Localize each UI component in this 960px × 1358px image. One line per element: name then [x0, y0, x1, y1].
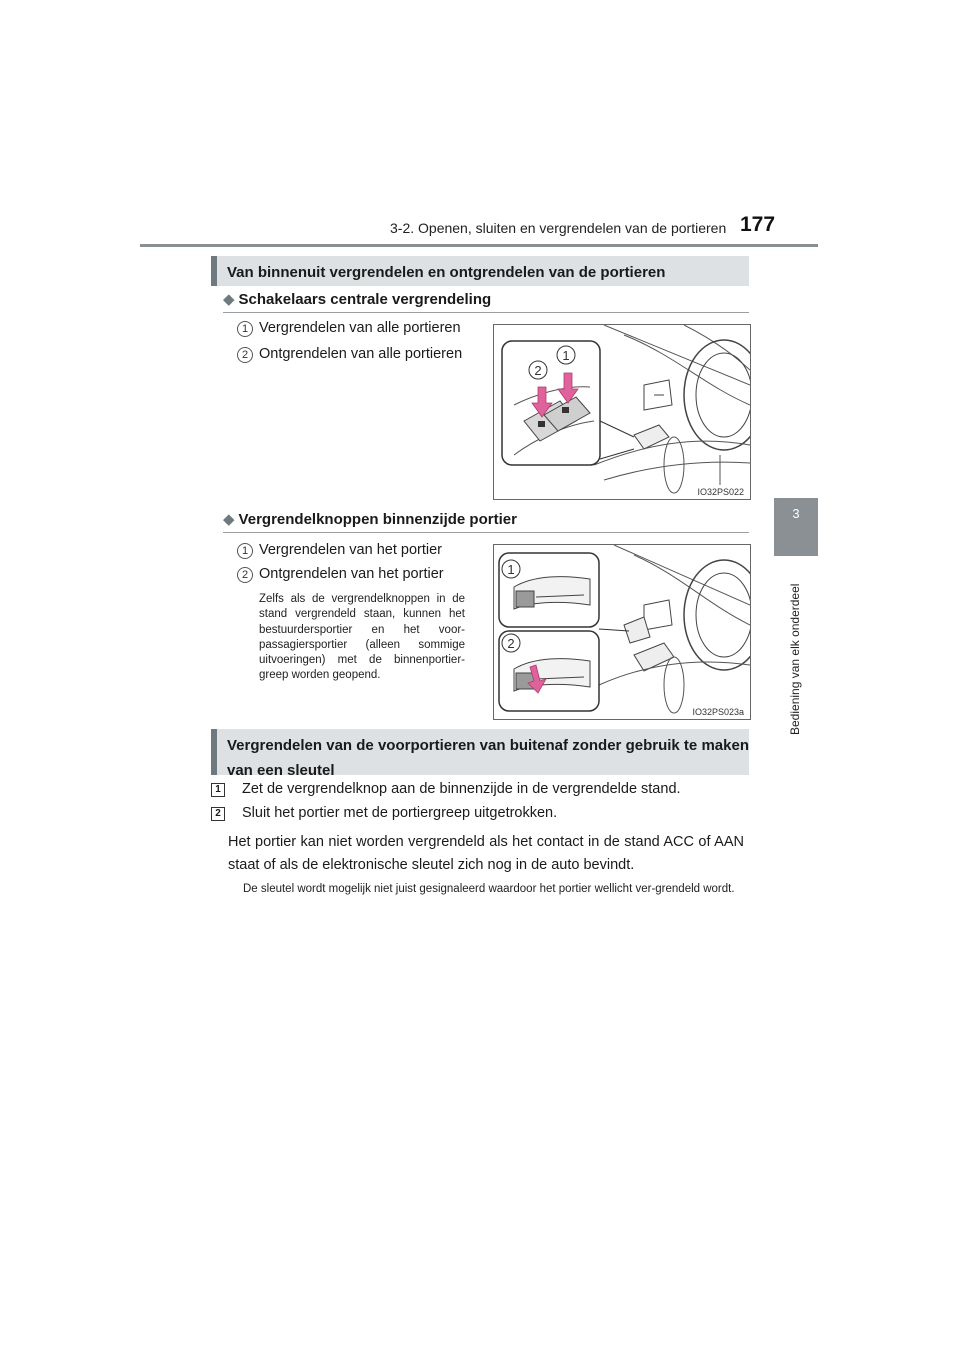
body-paragraph: Het portier kan niet worden vergrendeld als het contact in de stand ACC of AAN staat of als de elektronische sleutel zich nog in de auto bevindt. — [228, 834, 744, 873]
section-banner-outside-locking: Vergrendelen van de voorportieren van buitenaf zonder gebruik te maken van een sleutel — [211, 729, 749, 775]
chapter-side-label — [784, 565, 808, 735]
diamond-icon: ◆ — [223, 291, 235, 308]
step-text: Sluit het portier met de portiergreep uitgetrokken. — [242, 805, 558, 821]
section-banner-inside-locking: Van binnenuit vergrendelen en ontgrendelen van de portieren — [211, 256, 749, 286]
figure-label: 1 — [507, 562, 515, 577]
subheading-central-lock-switches: ◆ Schakelaars centrale vergrendeling — [223, 291, 492, 308]
page-number: 177 — [740, 213, 776, 236]
running-header: 3-2. Openen, sluiten en vergrendelen van de portieren — [390, 220, 727, 236]
figure-central-lock-switches — [493, 324, 751, 500]
figure-label: 2 — [534, 363, 542, 378]
figure-code: IO32PS023a — [692, 707, 744, 717]
item-number: 2 — [237, 567, 253, 583]
item-text: Ontgrendelen van alle portieren — [259, 346, 463, 362]
figure-illustration — [494, 545, 750, 719]
figure-label: 2 — [507, 636, 515, 651]
figure-illustration — [494, 325, 750, 499]
step-number: 2 — [211, 807, 225, 821]
note-text: De sleutel wordt mogelijk niet juist gesignaleerd waardoor het portier wellicht ver-grendeld wordt. — [243, 883, 735, 895]
subheading-rule — [223, 312, 749, 313]
chapter-title: Bediening van elk onderdeel — [788, 583, 802, 735]
chapter-tab — [774, 498, 818, 556]
subheading-inside-lock-buttons: ◆ Vergrendelknoppen binnenzijde portier — [223, 511, 517, 528]
diamond-icon: ◆ — [223, 511, 235, 528]
item-number: 1 — [237, 321, 253, 337]
header-rule — [140, 244, 818, 247]
figure-label: 1 — [562, 348, 570, 363]
step-text: Zet de vergrendelknop aan de binnenzijde in de vergrendelde stand. — [242, 781, 681, 797]
subheading-rule — [223, 532, 749, 533]
item-number: 2 — [237, 347, 253, 363]
item-number: 1 — [237, 543, 253, 559]
note-text: Zelfs als de vergrendelknoppen in de stand vergrendeld staan, kunnen het bestuurdersportier en het voor-passagiersportier (alleen sommige uitvoeringen) met de binnenportier-greep worden geopend. — [259, 593, 465, 682]
chapter-number: 3 — [792, 506, 800, 521]
item-text: Vergrendelen van het portier — [259, 542, 442, 558]
figure-inside-lock-buttons — [493, 544, 751, 720]
figure-code: IO32PS022 — [697, 487, 744, 497]
item-text: Vergrendelen van alle portieren — [259, 320, 461, 336]
step-number: 1 — [211, 783, 225, 797]
item-text: Ontgrendelen van het portier — [259, 566, 444, 582]
